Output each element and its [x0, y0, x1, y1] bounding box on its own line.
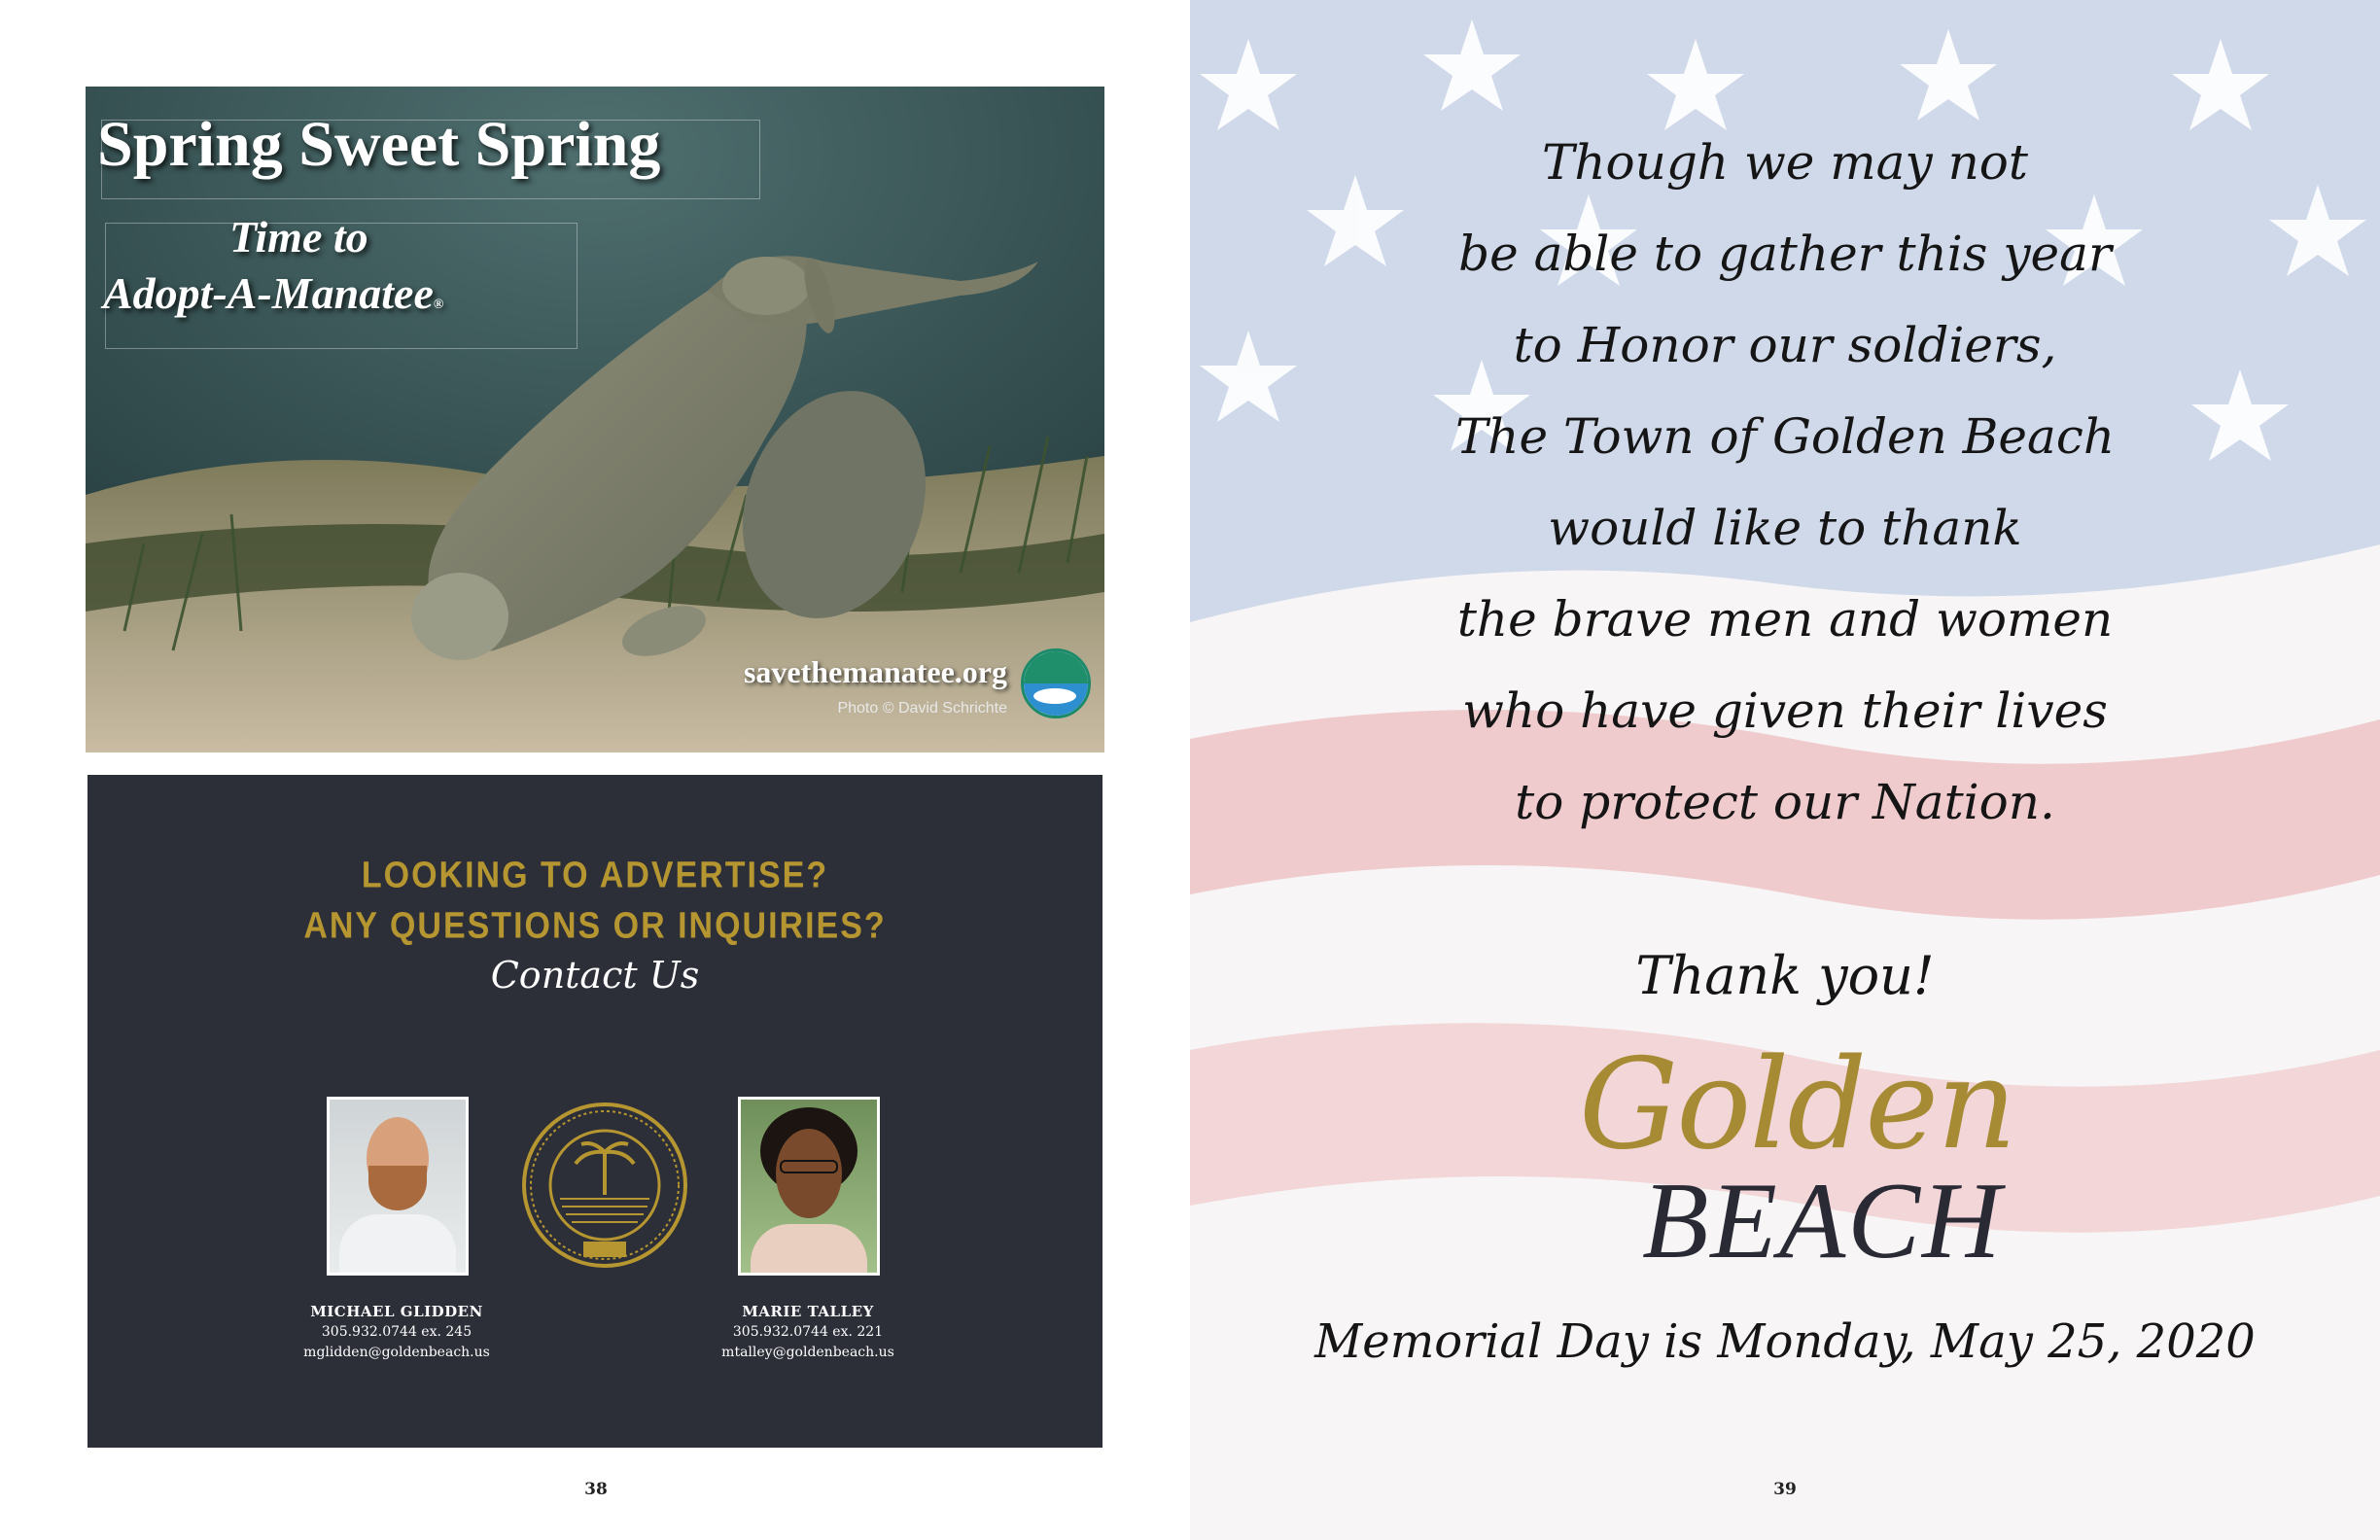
memorial-day-date: Memorial Day is Monday, May 25, 2020	[1314, 1314, 2256, 1369]
message-line: the brave men and women	[1456, 591, 2114, 648]
inquiries-question: ANY QUESTIONS OR INQUIRIES?	[303, 904, 887, 947]
contact-card-michael	[251, 1302, 542, 1363]
ad-heading: Spring Sweet Spring	[97, 109, 661, 180]
avatar-michael-glidden	[327, 1097, 469, 1276]
registered-mark: ®	[433, 298, 444, 312]
contact-email[interactable]: mglidden@goldenbeach.us	[303, 1345, 490, 1360]
save-the-manatee-logo	[1021, 648, 1091, 718]
contact-phone: 305.932.0744 ex. 245	[321, 1324, 472, 1340]
page-number-right: 39	[1773, 1480, 1797, 1499]
golden-beach-logo-golden: Golden	[1579, 1032, 2015, 1177]
message-line: Though we may not	[1542, 134, 2028, 191]
golden-beach-logo-beach: BEACH	[1642, 1161, 2003, 1281]
message-line: to Honor our soldiers,	[1513, 317, 2057, 373]
town-seal-logo	[521, 1102, 688, 1269]
message-line: who have given their lives	[1462, 682, 2108, 739]
message-line: would like to thank	[1548, 500, 2022, 556]
contact-us-heading: Contact Us	[490, 954, 700, 997]
ad-subheading-line1: Time to	[229, 212, 368, 262]
ad-subheading-line2	[103, 267, 443, 319]
memorial-message	[1190, 117, 2380, 848]
manatee-advertisement[interactable]	[86, 87, 1104, 752]
message-line: be able to gather this year	[1458, 226, 2112, 282]
contact-email[interactable]: mtalley@goldenbeach.us	[721, 1345, 894, 1360]
message-line: The Town of Golden Beach	[1454, 408, 2116, 465]
contact-phone: 305.932.0744 ex. 221	[732, 1324, 884, 1340]
advertise-question: LOOKING TO ADVERTISE?	[361, 854, 829, 896]
contact-card-marie	[662, 1302, 954, 1363]
ad-url-link[interactable]: savethemanatee.org	[743, 654, 1007, 689]
avatar-marie-talley	[738, 1097, 880, 1276]
contact-advertisement	[88, 775, 1102, 1448]
contact-name: MICHAEL GLIDDEN	[310, 1303, 483, 1320]
photo-credit: Photo © David Schrichte	[837, 700, 1007, 717]
right-page	[1190, 0, 2380, 1540]
adopt-text: Adopt-A-Manatee	[103, 268, 434, 318]
thank-you-text: Thank you!	[1635, 945, 1935, 1006]
page-number-left: 38	[584, 1480, 608, 1499]
contact-name: MARIE TALLEY	[742, 1303, 874, 1320]
message-line: to protect our Nation.	[1515, 774, 2055, 830]
